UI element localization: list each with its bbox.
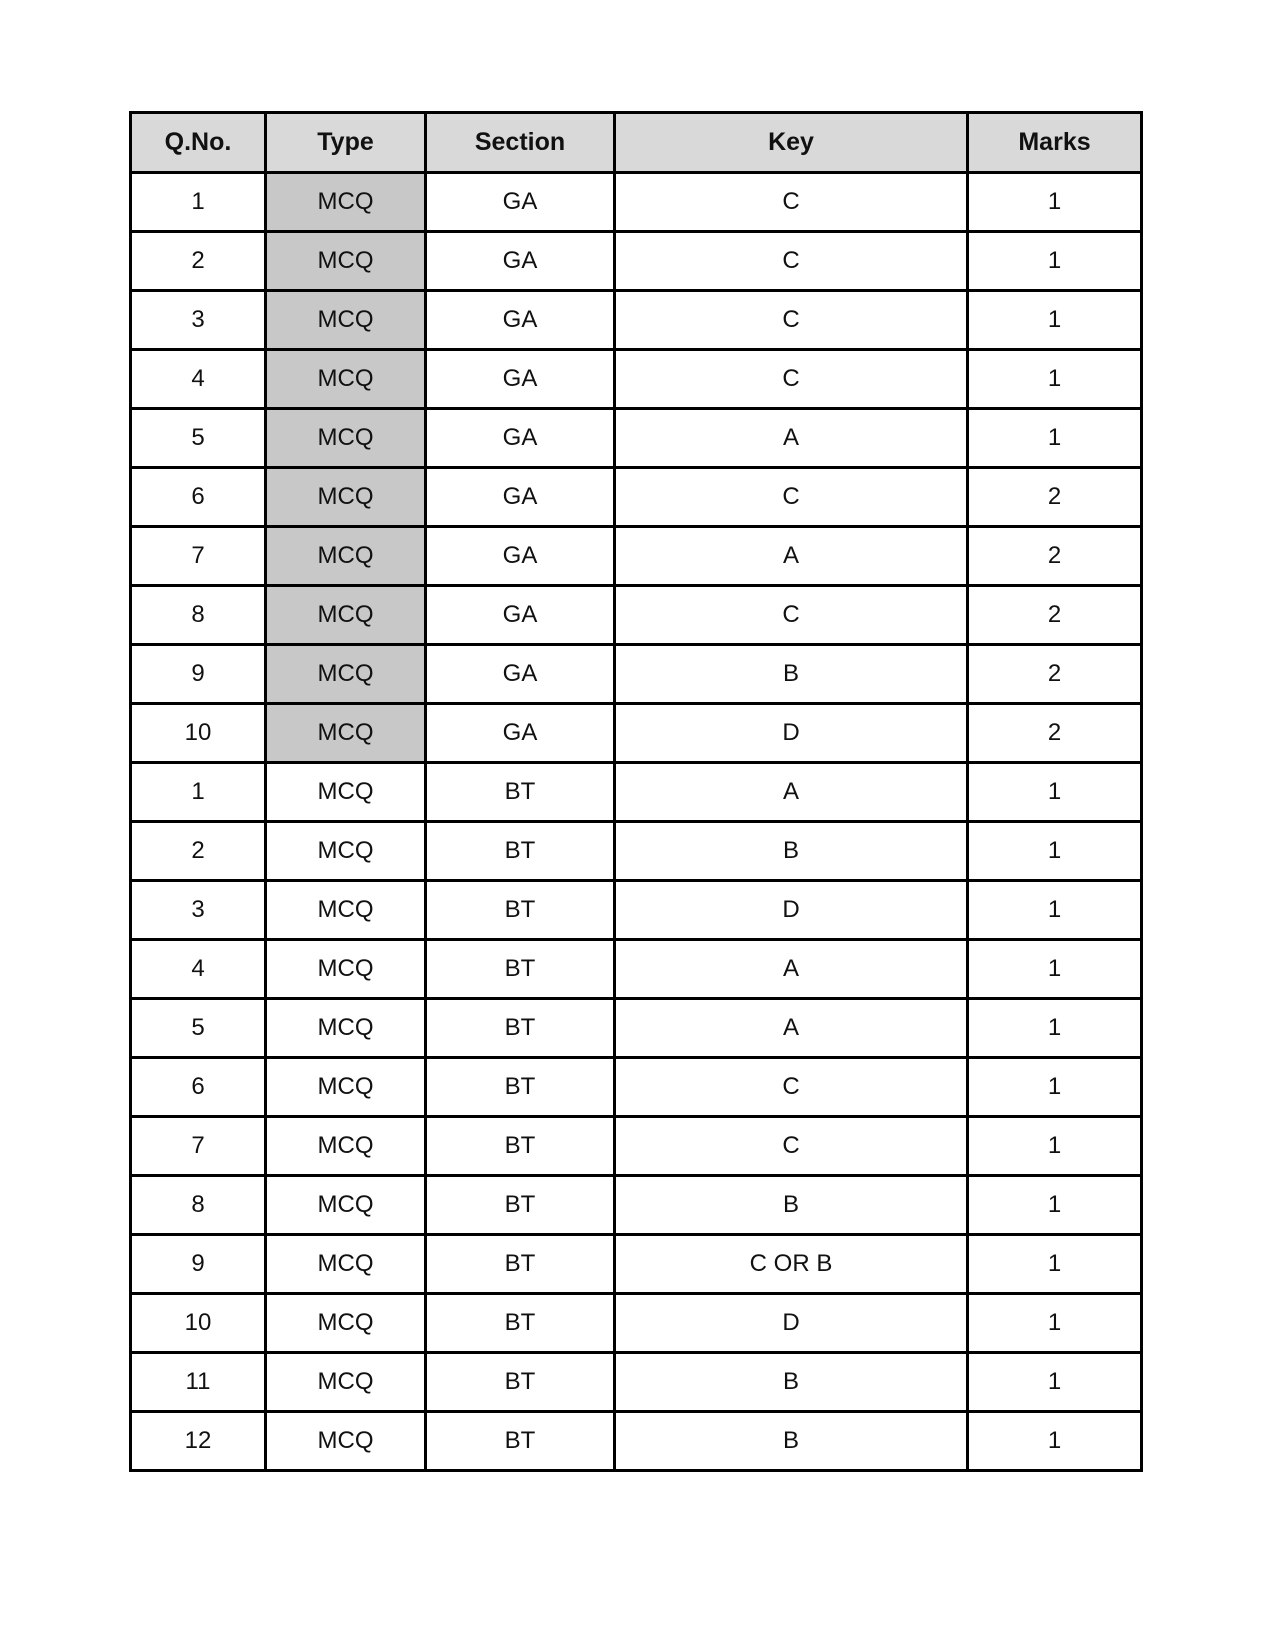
cell-key: A — [615, 940, 968, 999]
cell-qno: 6 — [131, 468, 266, 527]
cell-qno: 10 — [131, 1294, 266, 1353]
table-row — [131, 291, 1142, 350]
header-qno: Q.No. — [131, 113, 266, 173]
cell-key: C — [615, 1058, 968, 1117]
cell-qno: 7 — [131, 1117, 266, 1176]
cell-qno: 5 — [131, 409, 266, 468]
table-row — [131, 645, 1142, 704]
cell-type: MCQ — [266, 350, 426, 409]
cell-section: BT — [426, 881, 615, 940]
cell-section: BT — [426, 999, 615, 1058]
cell-qno: 9 — [131, 645, 266, 704]
cell-section: GA — [426, 173, 615, 232]
cell-qno: 11 — [131, 1353, 266, 1412]
cell-section: BT — [426, 1294, 615, 1353]
cell-section: GA — [426, 704, 615, 763]
cell-qno: 2 — [131, 232, 266, 291]
table-row — [131, 763, 1142, 822]
cell-key: C — [615, 232, 968, 291]
header-marks: Marks — [968, 113, 1142, 173]
header-section: Section — [426, 113, 615, 173]
cell-key: B — [615, 1412, 968, 1471]
cell-qno: 8 — [131, 586, 266, 645]
table-row — [131, 940, 1142, 999]
cell-key: A — [615, 763, 968, 822]
header-type: Type — [266, 113, 426, 173]
table-row — [131, 350, 1142, 409]
cell-marks: 1 — [968, 291, 1142, 350]
cell-qno: 9 — [131, 1235, 266, 1294]
cell-type: MCQ — [266, 881, 426, 940]
table-row — [131, 527, 1142, 586]
cell-section: BT — [426, 1235, 615, 1294]
cell-key: C — [615, 173, 968, 232]
cell-key: C — [615, 586, 968, 645]
cell-marks: 2 — [968, 468, 1142, 527]
cell-marks: 2 — [968, 645, 1142, 704]
cell-section: GA — [426, 409, 615, 468]
cell-marks: 1 — [968, 1353, 1142, 1412]
table-header — [131, 113, 1142, 173]
cell-key: D — [615, 1294, 968, 1353]
cell-type: MCQ — [266, 291, 426, 350]
table-row — [131, 409, 1142, 468]
table-row — [131, 173, 1142, 232]
cell-key: B — [615, 645, 968, 704]
cell-section: BT — [426, 940, 615, 999]
cell-section: BT — [426, 1058, 615, 1117]
table-body — [131, 173, 1142, 1471]
table-row — [131, 1176, 1142, 1235]
cell-key: C — [615, 350, 968, 409]
table-row — [131, 1235, 1142, 1294]
cell-key: B — [615, 822, 968, 881]
table-row — [131, 232, 1142, 291]
cell-marks: 1 — [968, 763, 1142, 822]
cell-section: BT — [426, 1117, 615, 1176]
cell-qno: 3 — [131, 881, 266, 940]
cell-key: A — [615, 409, 968, 468]
cell-marks: 1 — [968, 1235, 1142, 1294]
cell-key: C — [615, 468, 968, 527]
cell-type: MCQ — [266, 1235, 426, 1294]
cell-type: MCQ — [266, 645, 426, 704]
cell-key: C — [615, 291, 968, 350]
cell-section: GA — [426, 468, 615, 527]
cell-section: GA — [426, 527, 615, 586]
cell-type: MCQ — [266, 822, 426, 881]
table-row — [131, 999, 1142, 1058]
cell-key: C OR B — [615, 1235, 968, 1294]
cell-marks: 1 — [968, 822, 1142, 881]
cell-qno: 10 — [131, 704, 266, 763]
cell-type: MCQ — [266, 586, 426, 645]
cell-section: GA — [426, 645, 615, 704]
cell-type: MCQ — [266, 1412, 426, 1471]
header-row — [131, 113, 1142, 173]
cell-type: MCQ — [266, 1353, 426, 1412]
cell-marks: 1 — [968, 173, 1142, 232]
cell-type: MCQ — [266, 1058, 426, 1117]
table-row — [131, 1294, 1142, 1353]
cell-marks: 1 — [968, 409, 1142, 468]
table-row — [131, 704, 1142, 763]
cell-qno: 4 — [131, 350, 266, 409]
table-row — [131, 1117, 1142, 1176]
cell-marks: 2 — [968, 527, 1142, 586]
cell-marks: 2 — [968, 704, 1142, 763]
cell-qno: 7 — [131, 527, 266, 586]
cell-key: D — [615, 881, 968, 940]
cell-type: MCQ — [266, 1176, 426, 1235]
header-key: Key — [615, 113, 968, 173]
cell-qno: 3 — [131, 291, 266, 350]
cell-key: A — [615, 999, 968, 1058]
cell-key: D — [615, 704, 968, 763]
table-row — [131, 586, 1142, 645]
cell-section: GA — [426, 350, 615, 409]
cell-qno: 1 — [131, 763, 266, 822]
cell-qno: 2 — [131, 822, 266, 881]
cell-section: GA — [426, 586, 615, 645]
cell-type: MCQ — [266, 409, 426, 468]
cell-type: MCQ — [266, 940, 426, 999]
table-row — [131, 822, 1142, 881]
cell-marks: 1 — [968, 1294, 1142, 1353]
cell-qno: 1 — [131, 173, 266, 232]
table-row — [131, 1058, 1142, 1117]
cell-marks: 1 — [968, 1117, 1142, 1176]
cell-section: GA — [426, 232, 615, 291]
cell-marks: 1 — [968, 881, 1142, 940]
cell-section: BT — [426, 1353, 615, 1412]
cell-marks: 1 — [968, 1412, 1142, 1471]
cell-marks: 1 — [968, 999, 1142, 1058]
cell-marks: 1 — [968, 350, 1142, 409]
cell-type: MCQ — [266, 763, 426, 822]
cell-key: C — [615, 1117, 968, 1176]
cell-marks: 1 — [968, 1058, 1142, 1117]
cell-type: MCQ — [266, 704, 426, 763]
cell-type: MCQ — [266, 1117, 426, 1176]
cell-marks: 1 — [968, 1176, 1142, 1235]
table-row — [131, 1412, 1142, 1471]
table-row — [131, 1353, 1142, 1412]
cell-section: GA — [426, 291, 615, 350]
cell-type: MCQ — [266, 232, 426, 291]
cell-type: MCQ — [266, 527, 426, 586]
cell-type: MCQ — [266, 1294, 426, 1353]
answer-key-table — [129, 111, 1143, 1472]
cell-qno: 5 — [131, 999, 266, 1058]
cell-section: BT — [426, 763, 615, 822]
cell-key: B — [615, 1353, 968, 1412]
cell-qno: 4 — [131, 940, 266, 999]
table-row — [131, 881, 1142, 940]
cell-marks: 1 — [968, 232, 1142, 291]
cell-type: MCQ — [266, 173, 426, 232]
cell-key: B — [615, 1176, 968, 1235]
cell-marks: 1 — [968, 940, 1142, 999]
cell-qno: 6 — [131, 1058, 266, 1117]
cell-type: MCQ — [266, 468, 426, 527]
cell-qno: 8 — [131, 1176, 266, 1235]
cell-qno: 12 — [131, 1412, 266, 1471]
cell-section: BT — [426, 1176, 615, 1235]
cell-type: MCQ — [266, 999, 426, 1058]
table-row — [131, 468, 1142, 527]
cell-marks: 2 — [968, 586, 1142, 645]
cell-section: BT — [426, 1412, 615, 1471]
cell-key: A — [615, 527, 968, 586]
cell-section: BT — [426, 822, 615, 881]
